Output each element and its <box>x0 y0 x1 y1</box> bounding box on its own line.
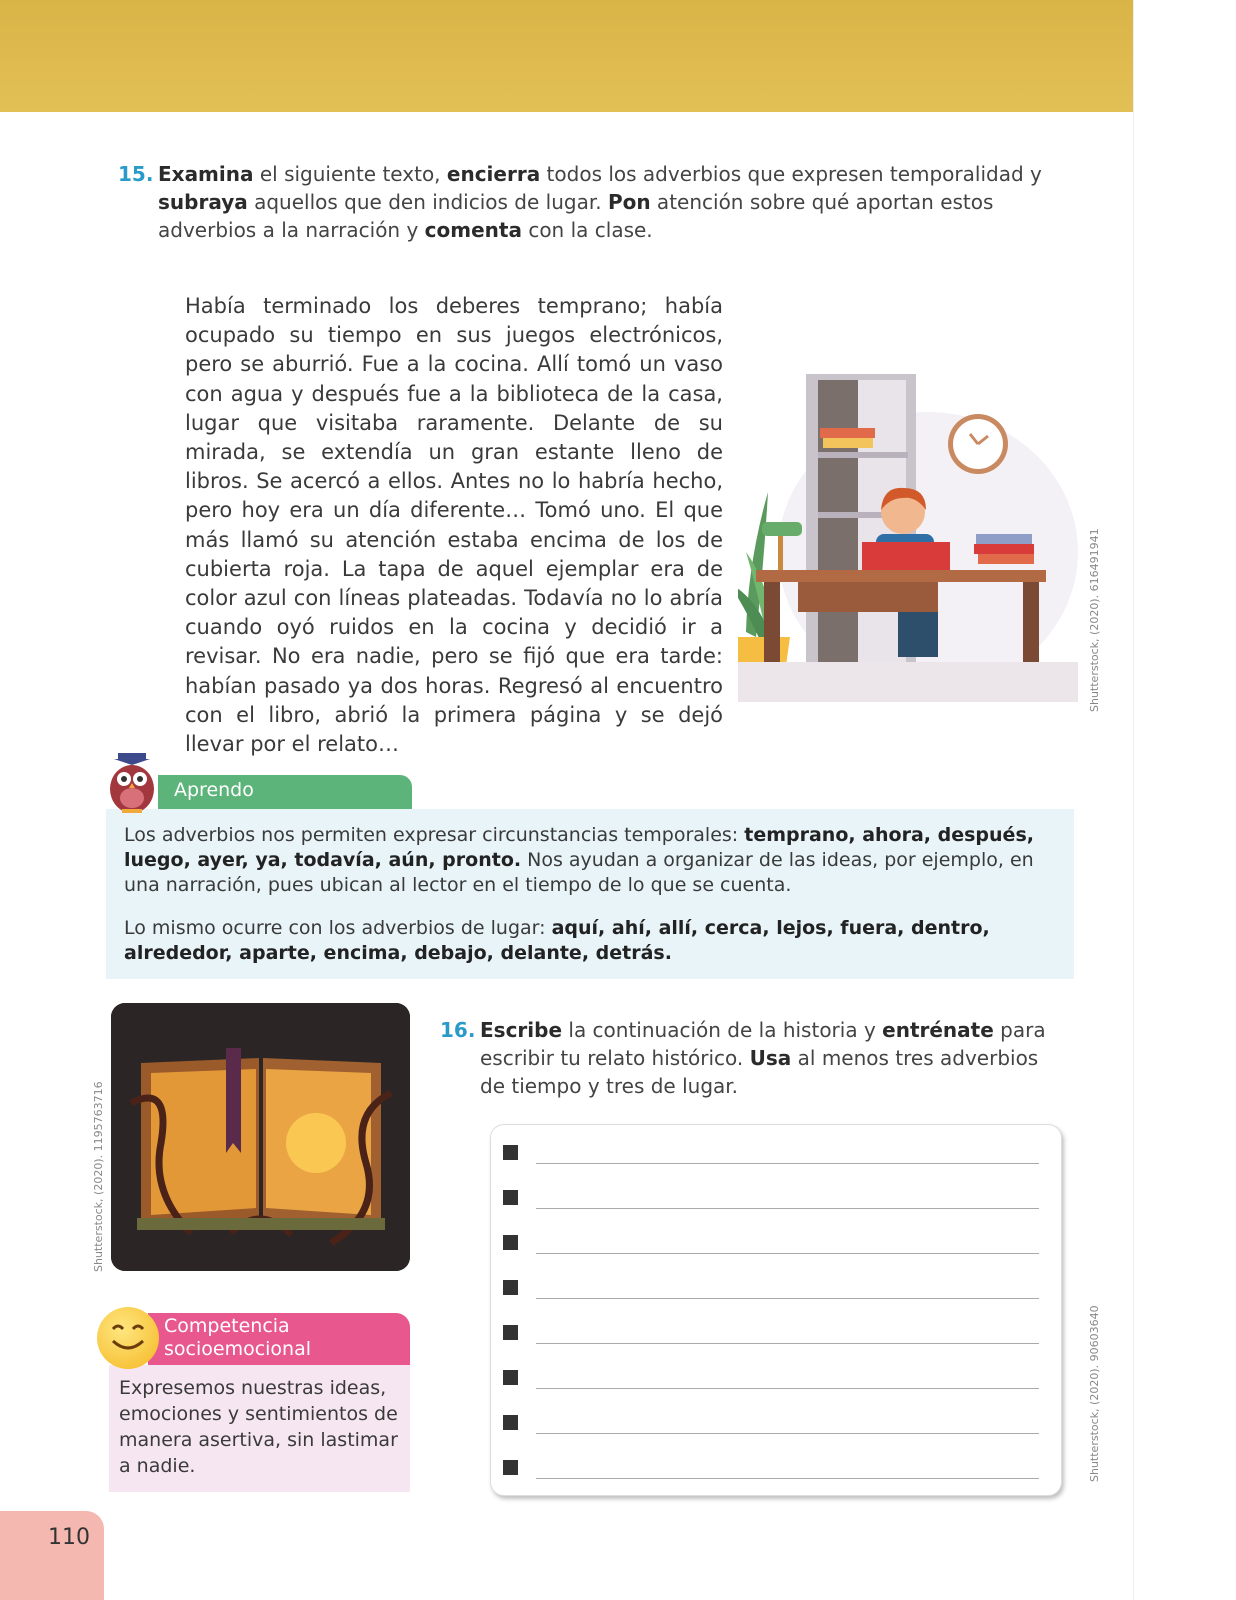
text-run: atención sobre qué aportan estos adverbios a la narración y <box>158 190 994 242</box>
text-run: Lo mismo ocurre con los adverbios de lugar: <box>124 917 552 939</box>
bullet-square-icon <box>503 1145 518 1160</box>
question-text <box>158 162 1042 242</box>
bullet-square-icon <box>503 1460 518 1475</box>
story-text: Había terminado los deberes temprano; había ocupado su tiempo en sus juegos electrónicos, pero se aburrió. Fue a la cocina. Allí tomó un vaso con agua y después fue a la biblioteca de la casa, lugar que visitaba raramente. Delante de su mirada, se extendía un gran estante lleno de libros. Se acercó a ellos. Antes no lo habría hecho, pero hoy era un día diferente… Tomó uno. El que más llamó su atención estaba encima de los de cubierta roja. La tapa de aquel ejemplar era de color azul con líneas plateadas. Todavía no lo abría cuando oyó ruidos en la cocina y decidió ir a revisar. No era nadie, pero se fijó que era tarde: habían pasado ya dos horas. Regresó al encuentro con el libro, abrió la primera página y se dejó llevar por el relato… <box>185 294 723 757</box>
bold-text-run: temprano, ahora, después, luego, ayer, ya, todavía, aún, pronto. <box>124 824 1034 871</box>
bullet-square-icon <box>503 1325 518 1340</box>
text-run: para escribir tu relato histórico. <box>480 1018 1046 1070</box>
bullet-square-icon <box>503 1415 518 1430</box>
bullet-square-icon <box>503 1370 518 1385</box>
text-run: la continuación de la historia y <box>562 1018 883 1042</box>
question-number: 15. <box>118 162 154 186</box>
answer-lines-box <box>490 1124 1062 1496</box>
text-run: Los adverbios nos permiten expresar circunstancias temporales: <box>124 824 745 846</box>
bold-text-run: aquí, ahí, allí, cerca, lejos, fuera, dentro, alrededor, aparte, encima, debajo, delante, detrás. <box>124 917 990 964</box>
writing-line[interactable] <box>536 1298 1039 1299</box>
text-run: con la clase. <box>521 218 653 242</box>
answer-line[interactable] <box>491 1223 1061 1267</box>
question-number: 16. <box>440 1018 476 1042</box>
bullet-square-icon <box>503 1190 518 1205</box>
bold-text-run: Pon <box>607 190 651 214</box>
reading-boy-illustration <box>738 362 1078 712</box>
bold-text-run: comenta <box>424 218 522 242</box>
bold-text-run: encierra <box>446 162 541 186</box>
bold-text-run: Escribe <box>480 1018 563 1042</box>
page-edge <box>1133 0 1134 1600</box>
competencia-title-line-1: Competencia <box>164 1315 290 1337</box>
bullet-square-icon <box>503 1235 518 1250</box>
page-number-tab <box>0 1511 104 1600</box>
writing-line[interactable] <box>536 1478 1039 1479</box>
writing-line[interactable] <box>536 1163 1039 1164</box>
aprendo-box <box>106 809 1074 979</box>
writing-line[interactable] <box>536 1253 1039 1254</box>
bold-text-run: Usa <box>749 1046 792 1070</box>
writing-line[interactable] <box>536 1208 1039 1209</box>
question-15 <box>118 160 1078 244</box>
text-run: el siguiente texto, <box>253 162 447 186</box>
answer-line[interactable] <box>491 1403 1061 1447</box>
owl-icon <box>104 753 160 815</box>
question-text <box>480 1018 1046 1098</box>
writing-line[interactable] <box>536 1343 1039 1344</box>
page-number: 110 <box>48 1525 90 1550</box>
text-run: aquellos que den indicios de lugar. <box>247 190 608 214</box>
answer-line[interactable] <box>491 1358 1061 1402</box>
bold-text-run: subraya <box>158 190 248 214</box>
competencia-tab <box>148 1313 410 1365</box>
header-band <box>0 0 1133 112</box>
text-run: al menos tres adverbios de tiempo y tres de lugar. <box>480 1046 1039 1098</box>
text-run: Nos ayudan a organizar de las ideas, por ejemplo, en una narración, pues ubican al lector en el tiempo de lo que se cuenta. <box>124 849 1034 896</box>
photo-credit-lines: Shutterstock, (2020). 90603640 <box>1088 1305 1101 1482</box>
competencia-title-line-2: socioemocional <box>164 1338 312 1360</box>
answer-line[interactable] <box>491 1178 1061 1222</box>
writing-line[interactable] <box>536 1388 1039 1389</box>
photo-credit-book: Shutterstock, (2020). 1195763716 <box>92 1081 105 1272</box>
aprendo-title: Aprendo <box>174 779 254 801</box>
magic-book-image <box>111 1003 410 1271</box>
competencia-box <box>109 1365 410 1492</box>
answer-line[interactable] <box>491 1133 1061 1177</box>
aprendo-tab <box>158 775 412 809</box>
competencia-title <box>164 1315 311 1361</box>
aprendo-paragraph-1 <box>124 823 1049 898</box>
answer-line[interactable] <box>491 1313 1061 1357</box>
competencia-text: Expresemos nuestras ideas, emociones y sentimientos de manera asertiva, sin lastimar a nadie. <box>119 1377 398 1477</box>
photo-credit-scene: Shutterstock, (2020). 616491941 <box>1088 528 1101 712</box>
smiley-icon <box>97 1307 159 1369</box>
bold-text-run: entrénate <box>882 1018 994 1042</box>
text-run: todos los adverbios que expresen temporalidad y <box>540 162 1042 186</box>
aprendo-paragraph-2 <box>124 916 1049 966</box>
answer-line[interactable] <box>491 1448 1061 1492</box>
bullet-square-icon <box>503 1280 518 1295</box>
writing-line[interactable] <box>536 1433 1039 1434</box>
answer-line[interactable] <box>491 1268 1061 1312</box>
question-16 <box>440 1016 1055 1100</box>
bold-text-run: Examina <box>158 162 254 186</box>
